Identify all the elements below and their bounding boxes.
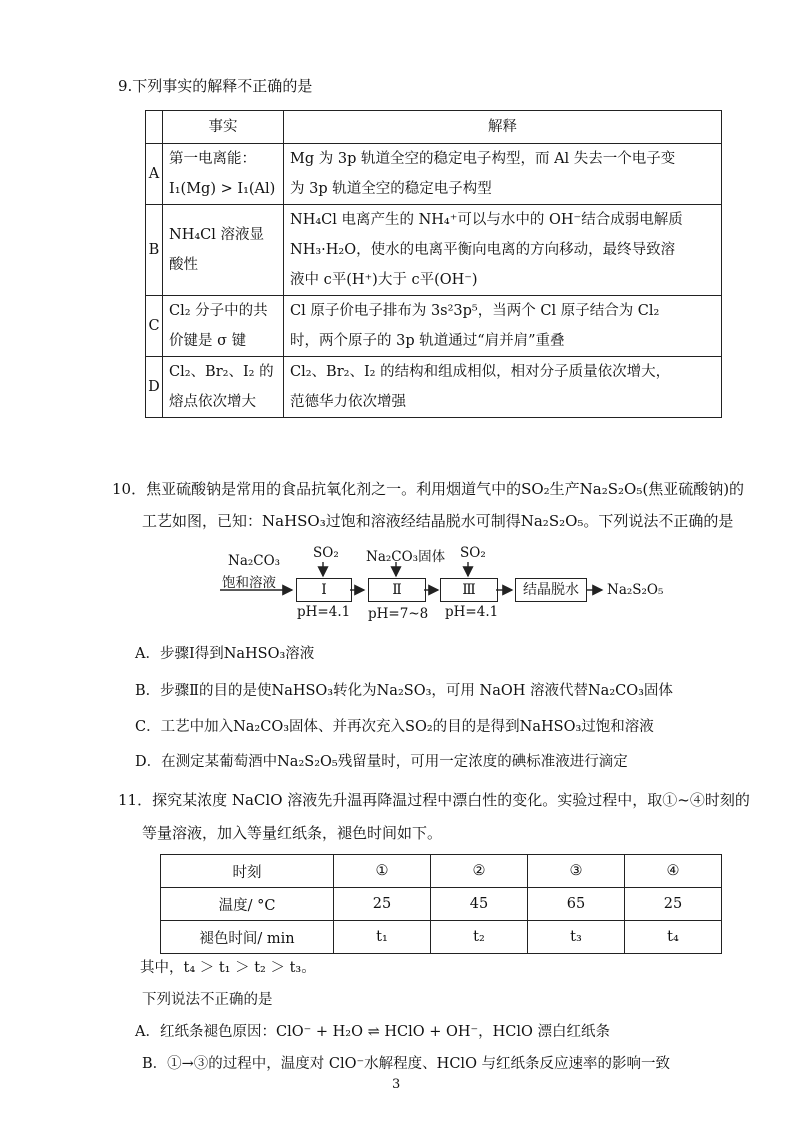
table-row	[161, 855, 722, 888]
table-cell: 25	[334, 888, 431, 921]
table-cell: ①	[334, 855, 431, 888]
table-cell: t₂	[431, 921, 528, 954]
q10-option-a: A．步骤Ⅰ得到NaHSO₃溶液	[135, 646, 315, 662]
explanation-line: 液中 c平(H⁺)大于 c平(OH⁻)	[290, 272, 478, 288]
fact-line: I₁(Mg) > I₁(Al)	[169, 181, 276, 197]
q11-stem-line1: 11．探究某浓度 NaClO 溶液先升温再降温过程中漂白性的变化。实验过程中，取①~④时刻的	[118, 791, 750, 809]
explanation-line: 时，两个原子的 3p 轨道通过“肩并肩”重叠	[290, 333, 565, 349]
q10-option-d: D．在测定某葡萄酒中Na₂S₂O₅残留量时，可用一定浓度的碘标准液进行滴定	[135, 754, 628, 770]
flow-add-so2-2: SO₂	[460, 545, 486, 561]
table-cell: ④	[625, 855, 722, 888]
explanation-line: Cl₂、Br₂、I₂ 的结构和组成相似，相对分子质量依次增大，	[290, 364, 671, 380]
flow-step-1-box: Ⅰ	[296, 578, 352, 602]
explanation-line: 为 3p 轨道全空的稳定电子构型	[290, 181, 492, 197]
row-label: A	[146, 144, 163, 205]
fact-line: 第一电离能：	[169, 151, 256, 167]
table-cell: 45	[431, 888, 528, 921]
table-cell: t₃	[528, 921, 625, 954]
row-label: C	[146, 296, 163, 357]
flow-add-na2co3: Na₂CO₃固体	[366, 549, 446, 565]
flow-input-line2: 饱和溶液	[222, 575, 276, 591]
q11-option-a: A．红纸条褪色原因：ClO⁻ + H₂O ⇌ HClO + OH⁻，HClO 漂白红纸条	[135, 1024, 611, 1040]
q10-stem-line2: 工艺如图，已知：NaHSO₃过饱和溶液经结晶脱水可制得Na₂S₂O₅。下列说法不正确的是	[142, 512, 734, 530]
flow-input-line1: Na₂CO₃	[228, 553, 281, 569]
table-cell: 褪色时间/ min	[161, 921, 334, 954]
q11-table	[160, 854, 722, 954]
table-cell: t₁	[334, 921, 431, 954]
table-cell: ③	[528, 855, 625, 888]
fact-line: Cl₂ 分子中的共	[169, 303, 268, 319]
q10-option-c: C．工艺中加入Na₂CO₃固体、并再次充入SO₂的目的是得到NaHSO₃过饱和溶液	[135, 719, 654, 735]
fact-line: 熔点依次增大	[169, 394, 256, 410]
flow-step-2-box: Ⅱ	[368, 578, 426, 602]
header-fact: 事实	[163, 111, 284, 144]
row-label: B	[146, 205, 163, 296]
q11-ask: 下列说法不正确的是	[142, 992, 273, 1008]
fact-line: 酸性	[169, 257, 198, 273]
explanation-line: NH₃·H₂O，使水的电离平衡向电离的方向移动，最终导致溶	[290, 242, 676, 258]
flow-ph-2: pH=7~8	[368, 606, 429, 622]
table-cell: 温度/ °C	[161, 888, 334, 921]
table-cell: 65	[528, 888, 625, 921]
page-number: 3	[392, 1077, 401, 1092]
fact-line: 价键是 σ 键	[169, 333, 247, 349]
fact-line: NH₄Cl 溶液显	[169, 227, 264, 243]
table-row	[161, 921, 722, 954]
q11-note: 其中，t₄ ＞ t₁ ＞ t₂ ＞ t₃。	[140, 960, 316, 976]
table-row	[161, 888, 722, 921]
q11-stem-line2: 等量溶液，加入等量红纸条，褪色时间如下。	[142, 824, 443, 842]
row-label: D	[146, 357, 163, 418]
q10-option-b: B．步骤Ⅱ的目的是使NaHSO₃转化为Na₂SO₃，可用 NaOH 溶液代替Na₂CO₃固体	[135, 683, 673, 699]
flow-ph-1: pH=4.1	[297, 604, 351, 620]
table-cell: ②	[431, 855, 528, 888]
table-cell: 25	[625, 888, 722, 921]
explanation-line: Cl 原子价电子排布为 3s²3p⁵，当两个 Cl 原子结合为 Cl₂	[290, 303, 660, 319]
flow-step-4-box: 结晶脱水	[515, 578, 587, 602]
flow-step-3-box: Ⅲ	[440, 578, 498, 602]
table-cell: t₄	[625, 921, 722, 954]
flow-add-so2-1: SO₂	[313, 545, 339, 561]
q9-stem: 9.下列事实的解释不正确的是	[118, 77, 313, 95]
q11-option-b: B．①→③的过程中，温度对 ClO⁻水解程度、HClO 与红纸条反应速率的影响一致	[142, 1056, 671, 1072]
flow-product: Na₂S₂O₅	[607, 582, 664, 598]
flow-ph-3: pH=4.1	[445, 604, 499, 620]
explanation-line: 范德华力依次增强	[290, 394, 406, 410]
explanation-line: NH₄Cl 电离产生的 NH₄⁺可以与水中的 OH⁻结合成弱电解质	[290, 212, 683, 228]
q10-stem-line1: 10．焦亚硫酸钠是常用的食品抗氧化剂之一。利用烟道气中的SO₂生产Na₂S₂O₅(焦亚硫酸钠)的	[112, 480, 745, 498]
table-cell: 时刻	[161, 855, 334, 888]
header-explanation: 解释	[284, 111, 722, 144]
explanation-line: Mg 为 3p 轨道全空的稳定电子构型，而 Al 失去一个电子变	[290, 151, 676, 167]
fact-line: Cl₂、Br₂、I₂ 的	[169, 364, 274, 380]
